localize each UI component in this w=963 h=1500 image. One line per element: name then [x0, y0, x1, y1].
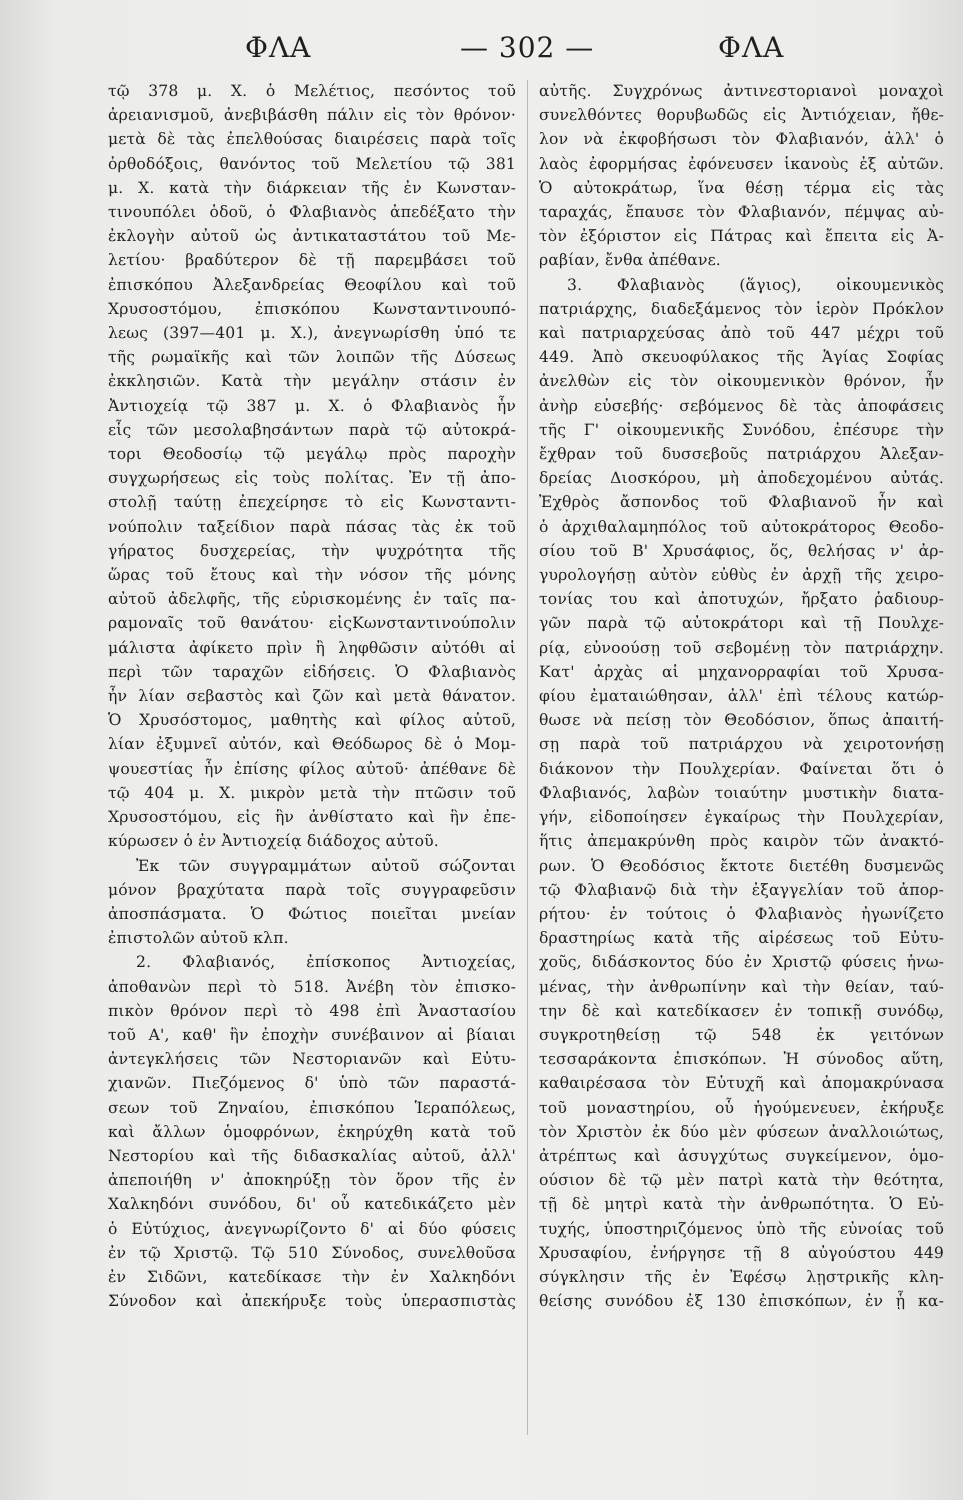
text-line: χιανῶν. Πιεζόμενος δ' ὑπὸ τῶν παραστά-: [108, 1074, 516, 1093]
page-number: — 302 —: [460, 31, 595, 64]
text-line: Κατ' ἀρχὰς αἱ μηχανορραφίαι τοῦ Χρυσα-: [539, 662, 944, 681]
text-line: γήρατος δυσχερείας, τὴν ψυχρότητα τῆς: [108, 541, 516, 560]
text-line: σεων τοῦ Ζηναίου, ἐπισκόπου Ἱεραπόλεως,: [108, 1098, 516, 1117]
text-line: συγχωρήσεως εἰς τοὺς πολίτας. Ἐν τῇ ἀπο-: [108, 469, 516, 488]
left-text-column: [108, 79, 516, 1313]
text-line: συγκροτηθείσῃ τῷ 548 ἐκ γειτόνων: [539, 1025, 944, 1044]
text-line: περὶ τῶν ταραχῶν εἰδήσεις. Ὁ Φλαβιανὸς: [108, 662, 516, 681]
text-line: ἀποσπάσματα. Ὁ Φώτιος ποιεῖται μνείαν: [108, 904, 516, 923]
text-line: ψουεστίας ἦν ἐπίσης φίλος αὐτοῦ· ἀπέθανε δὲ: [108, 759, 516, 778]
text-line: δραστηρίως κατὰ τῆς αἱρέσεως τοῦ Εὐτυ-: [539, 929, 944, 948]
text-line: κύρωσεν ὁ ἐν Ἀντιοχείᾳ διάδοχος αὐτοῦ.: [108, 832, 439, 851]
text-line: φίου ἐματαιώθησαν, ἀλλ' ἐπὶ τέλους κατώρ-: [539, 687, 944, 706]
column-divider: [527, 80, 528, 1435]
text-line: ἦν λίαν σεβαστὸς καὶ ζῶν καὶ μετὰ θάνατον.: [108, 687, 516, 706]
text-line: ἐπιστολῶν αὐτοῦ κλπ.: [108, 929, 289, 948]
text-line: ραβίαν, ἔνθα ἀπέθανε.: [539, 251, 721, 270]
text-line: Ἐκ τῶν συγγραμμάτων αὐτοῦ σώζονται: [136, 856, 516, 875]
text-line: ὁ Εὐτύχιος, ἀνεγνωρίζοντο δ' αἱ δύο φύσεις: [108, 1219, 516, 1238]
text-line: σῃ παρὰ τοῦ πατριάρχου νὰ χειροτονήσῃ: [539, 735, 944, 754]
text-line: δρείας Διοσκόρου, μὴ ἀποδεχομένου αὐτάς.: [539, 469, 944, 488]
text-line: αὐτοῦ ἀδελφῆς, τῆς εὑρισκομένης ἐν ταῖς πα-: [108, 590, 516, 609]
text-line: ἔχθραν τοῦ δυσσεβοῦς πατριάρχου Ἀλεξαν-: [539, 445, 944, 464]
text-line: γήν, εἰδοποίησεν ἐγκαίρως τὴν Πουλχερίαν,: [539, 808, 944, 827]
text-line: ἀνὴρ εὐσεβής· σεβόμενος δὲ τὰς ἀποφάσεις: [539, 396, 944, 415]
text-line: ραμοναῖς τοῦ θανάτου· εἰςΚωνσταντινούπολιν: [108, 614, 516, 633]
text-line: Σύνοδον καὶ ἀπεκήρυξε τοὺς ὑπερασπιστὰς: [108, 1292, 516, 1311]
text-line: Φλαβιανός, λαβὼν τοιαύτην μυστικὴν διατα-: [539, 783, 944, 802]
text-line: ἀρειανισμοῦ, ἀνεβιβάσθη πάλιν εἰς τὸν θρόνον·: [108, 106, 516, 125]
text-line: Χρυσαφίου, ἐνήργησε τῇ 8 αὐγούστου 449: [539, 1243, 944, 1262]
text-line: τορι Θεοδοσίῳ τῷ μεγάλῳ πρὸς παροχὴν: [108, 445, 516, 464]
text-line: 449. Ἀπὸ σκευοφύλακος τῆς Ἁγίας Σοφίας: [539, 348, 944, 367]
text-line: ἀτρέπτως καὶ ἀσυγχύτως συγκείμενον, ὁμο-: [539, 1146, 944, 1165]
text-line: τοῦ μοναστηρίου, οὗ ἡγούμενευεν, ἐκήρυξε: [539, 1098, 944, 1117]
text-line: Χρυσοστόμου, εἰς ἣν ἀνθίστατο καὶ ἣν ἐπε-: [108, 808, 516, 827]
text-line: τὸν ἐξόριστον εἰς Πάτρας καὶ ἔπειτα εἰς Ἀ-: [539, 227, 944, 246]
text-line: συνελθόντες θορυβωδῶς εἰς Ἀντιόχειαν, ἤθε-: [539, 106, 944, 125]
text-line: καὶ ἄλλων ὁμοφρόνων, ἐκηρύχθη κατὰ τοῦ: [108, 1122, 516, 1141]
text-line: μάλιστα ἀφίκετο πρὶν ἢ ληφθῶσιν αὐτόθι αἱ: [108, 638, 516, 657]
text-line: ἐν τῷ Χριστῷ. Τῷ 510 Σύνοδος, συνελθοῦσα: [108, 1243, 516, 1262]
text-line: πικὸν θρόνον περὶ τὸ 498 ἐπὶ Ἀναστασίου: [108, 1001, 516, 1020]
text-line: θείσης συνόδου ἐξ 130 ἐπισκόπων, ἐν ᾗ κα-: [539, 1292, 944, 1311]
text-line: λαὸς ἐφορμήσας ἐφόνευσεν ἱκανοὺς ἐξ αὐτῶν.: [539, 154, 944, 173]
text-line: τῷ 378 μ. Χ. ὁ Μελέτιος, πεσόντος τοῦ: [108, 82, 516, 100]
text-line: ρήτου· ἐν τούτοις ὁ Φλαβιανὸς ἠγωνίζετο: [539, 904, 944, 923]
text-line: ὥρας τοῦ ἔτους καὶ τὴν νόσον τῆς μόνης: [108, 566, 516, 585]
text-line: τῷ 404 μ. Χ. μικρὸν μετὰ τὴν πτῶσιν τοῦ: [108, 783, 516, 802]
text-line: καθαιρέσασα τὸν Εὐτυχῆ καὶ ἀπομακρύνασα: [539, 1074, 944, 1093]
text-line: μ. Χ. κατὰ τὴν διάρκειαν τῆς ἐν Κωνσταν-: [108, 178, 516, 197]
text-line: ὀρθοδόξοις, θανόντος τοῦ Μελετίου τῷ 381: [108, 154, 516, 173]
text-line: τονίας του καὶ ἀποτυχών, ἤρξατο ῥαδιουρ-: [539, 590, 944, 609]
text-line: Ὁ Χρυσόστομος, μαθητὴς καὶ φίλος αὐτοῦ,: [108, 711, 516, 730]
text-line: ἐκκλησιῶν. Κατὰ τὴν μεγάλην στάσιν ἐν: [108, 372, 516, 391]
text-line: τεσσαράκοντα ἐπισκόπων. Ἡ σύνοδος αὕτη,: [539, 1050, 944, 1069]
text-line: γῶν παρὰ τῷ αὐτοκράτορι καὶ τῇ Πουλχε-: [539, 614, 944, 633]
header-right-word: ΦΛΑ: [718, 31, 785, 64]
text-line: αὐτῆς. Συγχρόνως ἀντινεστοριανοὶ μοναχοὶ: [539, 82, 944, 100]
text-line: ρίᾳ, εὐνοούσῃ τοῦ σεβομένῃ τὸν πατριάρχην.: [539, 638, 944, 657]
text-line: σύγκλησιν τῆς ἐν Ἐφέσῳ λῃστρικῆς κλη-: [539, 1267, 944, 1286]
text-line: τοῦ Α', καθ' ἣν ἐποχὴν συνέβαινον αἱ βίαιαι: [108, 1025, 516, 1044]
text-line: θωσε νὰ πείσῃ τὸν Θεοδόσιον, ὅπως ἀπαιτή-: [539, 711, 944, 730]
text-line: τῆς Γ' οἰκουμενικῆς Συνόδου, ἐπέσυρε τὴν: [539, 420, 944, 439]
text-line: μετὰ δὲ τὰς ἐπελθούσας διαιρέσεις παρὰ τοῖς: [108, 130, 516, 149]
text-line: μένας, τὴν ἀνθρωπίνην καὶ τὴν θείαν, ταύ-: [539, 977, 944, 996]
text-line: χοῦς, διδάσκοντος δύο ἐν Χριστῷ φύσεις ἡνω-: [539, 953, 944, 972]
text-line: γυρολογήσῃ αὐτὸν εὐθὺς ἐν ἀρχῇ τῆς χειρο-: [539, 566, 944, 585]
text-line: ρων. Ὁ Θεοδόσιος ἔκτοτε διετέθη δυσμενῶς: [539, 856, 944, 875]
text-line: ἐπισκόπου Ἀλεξανδρείας Θεοφίλου καὶ τοῦ: [108, 275, 516, 294]
text-line: ὁ ἀρχιθαλαμηπόλος τοῦ αὐτοκράτορος Θεοδο-: [539, 517, 944, 536]
text-line: ούσιον δὲ τῷ μὲν πατρὶ κατὰ τὴν θεότητα,: [539, 1171, 944, 1190]
text-line: λετίου· βραδύτερον δὲ τῇ παρεμβάσει τοῦ: [108, 251, 516, 270]
text-line: ἀποθανὼν περὶ τὸ 518. Ἀνέβη τὸν ἐπισκο-: [108, 977, 516, 996]
text-line: τὸν Χριστὸν ἐκ δύο μὲν φύσεων ἀναλλοιώτως,: [539, 1122, 944, 1141]
text-line: ἐν Σιδῶνι, κατεδίκασε τὴν ἐν Χαλκηδόνι: [108, 1267, 516, 1286]
text-line: Ἐχθρὸς ἄσπονδος τοῦ Φλαβιανοῦ ἦν καὶ: [539, 493, 944, 512]
text-line: πατριάρχης, διαδεξάμενος τὸν ἱερὸν Πρόκλον: [539, 299, 944, 318]
text-line: την δὲ καὶ κατεδίκασεν ἐν τοπικῇ συνόδῳ,: [539, 1001, 944, 1020]
text-line: ἀντεγκλήσεις τῶν Νεστοριανῶν καὶ Εὐτυ-: [108, 1050, 516, 1069]
text-line: ἀνελθὼν εἰς τὸν οἰκουμενικὸν θρόνον, ἦν: [539, 372, 944, 391]
text-line: τῆς ρωμαϊκῆς καὶ τῶν λοιπῶν τῆς Δύσεως: [108, 348, 516, 367]
text-line: Ὁ αὐτοκράτωρ, ἵνα θέσῃ τέρμα εἰς τὰς: [539, 178, 944, 197]
text-line: εἷς τῶν μεσολαβησάντων παρὰ τῷ αὐτοκρά-: [108, 420, 516, 439]
running-header: [0, 28, 963, 78]
text-line: Νεστορίου καὶ τῆς διδασκαλίας αὐτοῦ, ἀλλ': [108, 1146, 516, 1165]
text-line: Χαλκηδόνι συνόδου, δι' οὗ κατεδικάζετο μὲν: [108, 1195, 516, 1214]
text-line: ἐκλογὴν αὐτοῦ ὡς ἀντικαταστάτου τοῦ Με-: [108, 227, 516, 246]
text-line: 3. Φλαβιανὸς (ἅγιος), οἰκουμενικὸς: [567, 275, 944, 294]
text-line: Ἀντιοχείᾳ τῷ 387 μ. Χ. ὁ Φλαβιανὸς ἦν: [108, 396, 516, 415]
text-line: νούπολιν ταξείδιον παρὰ πάσας τὰς ἐκ τοῦ: [108, 517, 516, 536]
text-line: τῷ Φλαβιανῷ διὰ τὴν ἐξαγγελίαν τοῦ ἀπορ-: [539, 880, 944, 899]
right-text-column: [539, 79, 944, 1313]
header-left-word: ΦΛΑ: [245, 31, 312, 64]
text-line: λεως (397—401 μ. Χ.), ἀνεγνωρίσθη ὑπό τε: [108, 324, 516, 343]
text-line: τινουπόλει ὁδοῦ, ὁ Φλαβιανὸς ἀπεδέξατο τὴν: [108, 203, 516, 222]
text-line: μόνον βραχύτατα παρὰ τοῖς συγγραφεῦσιν: [108, 880, 516, 899]
text-line: καὶ πατριαρχεύσας ἀπὸ τοῦ 447 μέχρι τοῦ: [539, 324, 944, 343]
text-line: Χρυσοστόμου, ἐπισκόπου Κωνσταντινουπό-: [108, 299, 516, 318]
text-line: λίαν ἐξυμνεῖ αὐτόν, καὶ Θεόδωρος δὲ ὁ Μομ-: [108, 735, 516, 754]
text-line: λον νὰ ἐκφοβήσωσι τὸν Φλαβιανόν, ἀλλ' ὁ: [539, 130, 944, 149]
text-line: ἀπεποιήθη ν' ἀποκηρύξῃ τὸν ὅρον τῆς ἐν: [108, 1171, 516, 1190]
text-line: διάκονον τὴν Πουλχερίαν. Φαίνεται ὅτι ὁ: [539, 759, 944, 778]
text-line: ἥτις ἀπεμακρύνθη πρὸς καιρὸν τῶν ἀνακτό-: [539, 832, 944, 851]
text-line: τυχής, ὑποστηριζόμενος ὑπὸ τῆς εὐνοίας τοῦ: [539, 1219, 944, 1238]
text-line: 2. Φλαβιανός, ἐπίσκοπος Ἀντιοχείας,: [136, 953, 516, 972]
text-line: σίου τοῦ Β' Χρυσάφιος, ὅς, θελήσας ν' ἀρ-: [539, 541, 944, 560]
text-line: στολῇ ταύτῃ ἐπεχείρησε τὸ εἰς Κωνσταντι-: [108, 493, 516, 512]
text-line: ταραχάς, ἔπαυσε τὸν Φλαβιανόν, πέμψας αὐ-: [539, 203, 944, 222]
text-line: τῇ δὲ μητρὶ κατὰ τὴν ἀνθρωπότητα. Ὁ Εὐ-: [539, 1195, 944, 1214]
